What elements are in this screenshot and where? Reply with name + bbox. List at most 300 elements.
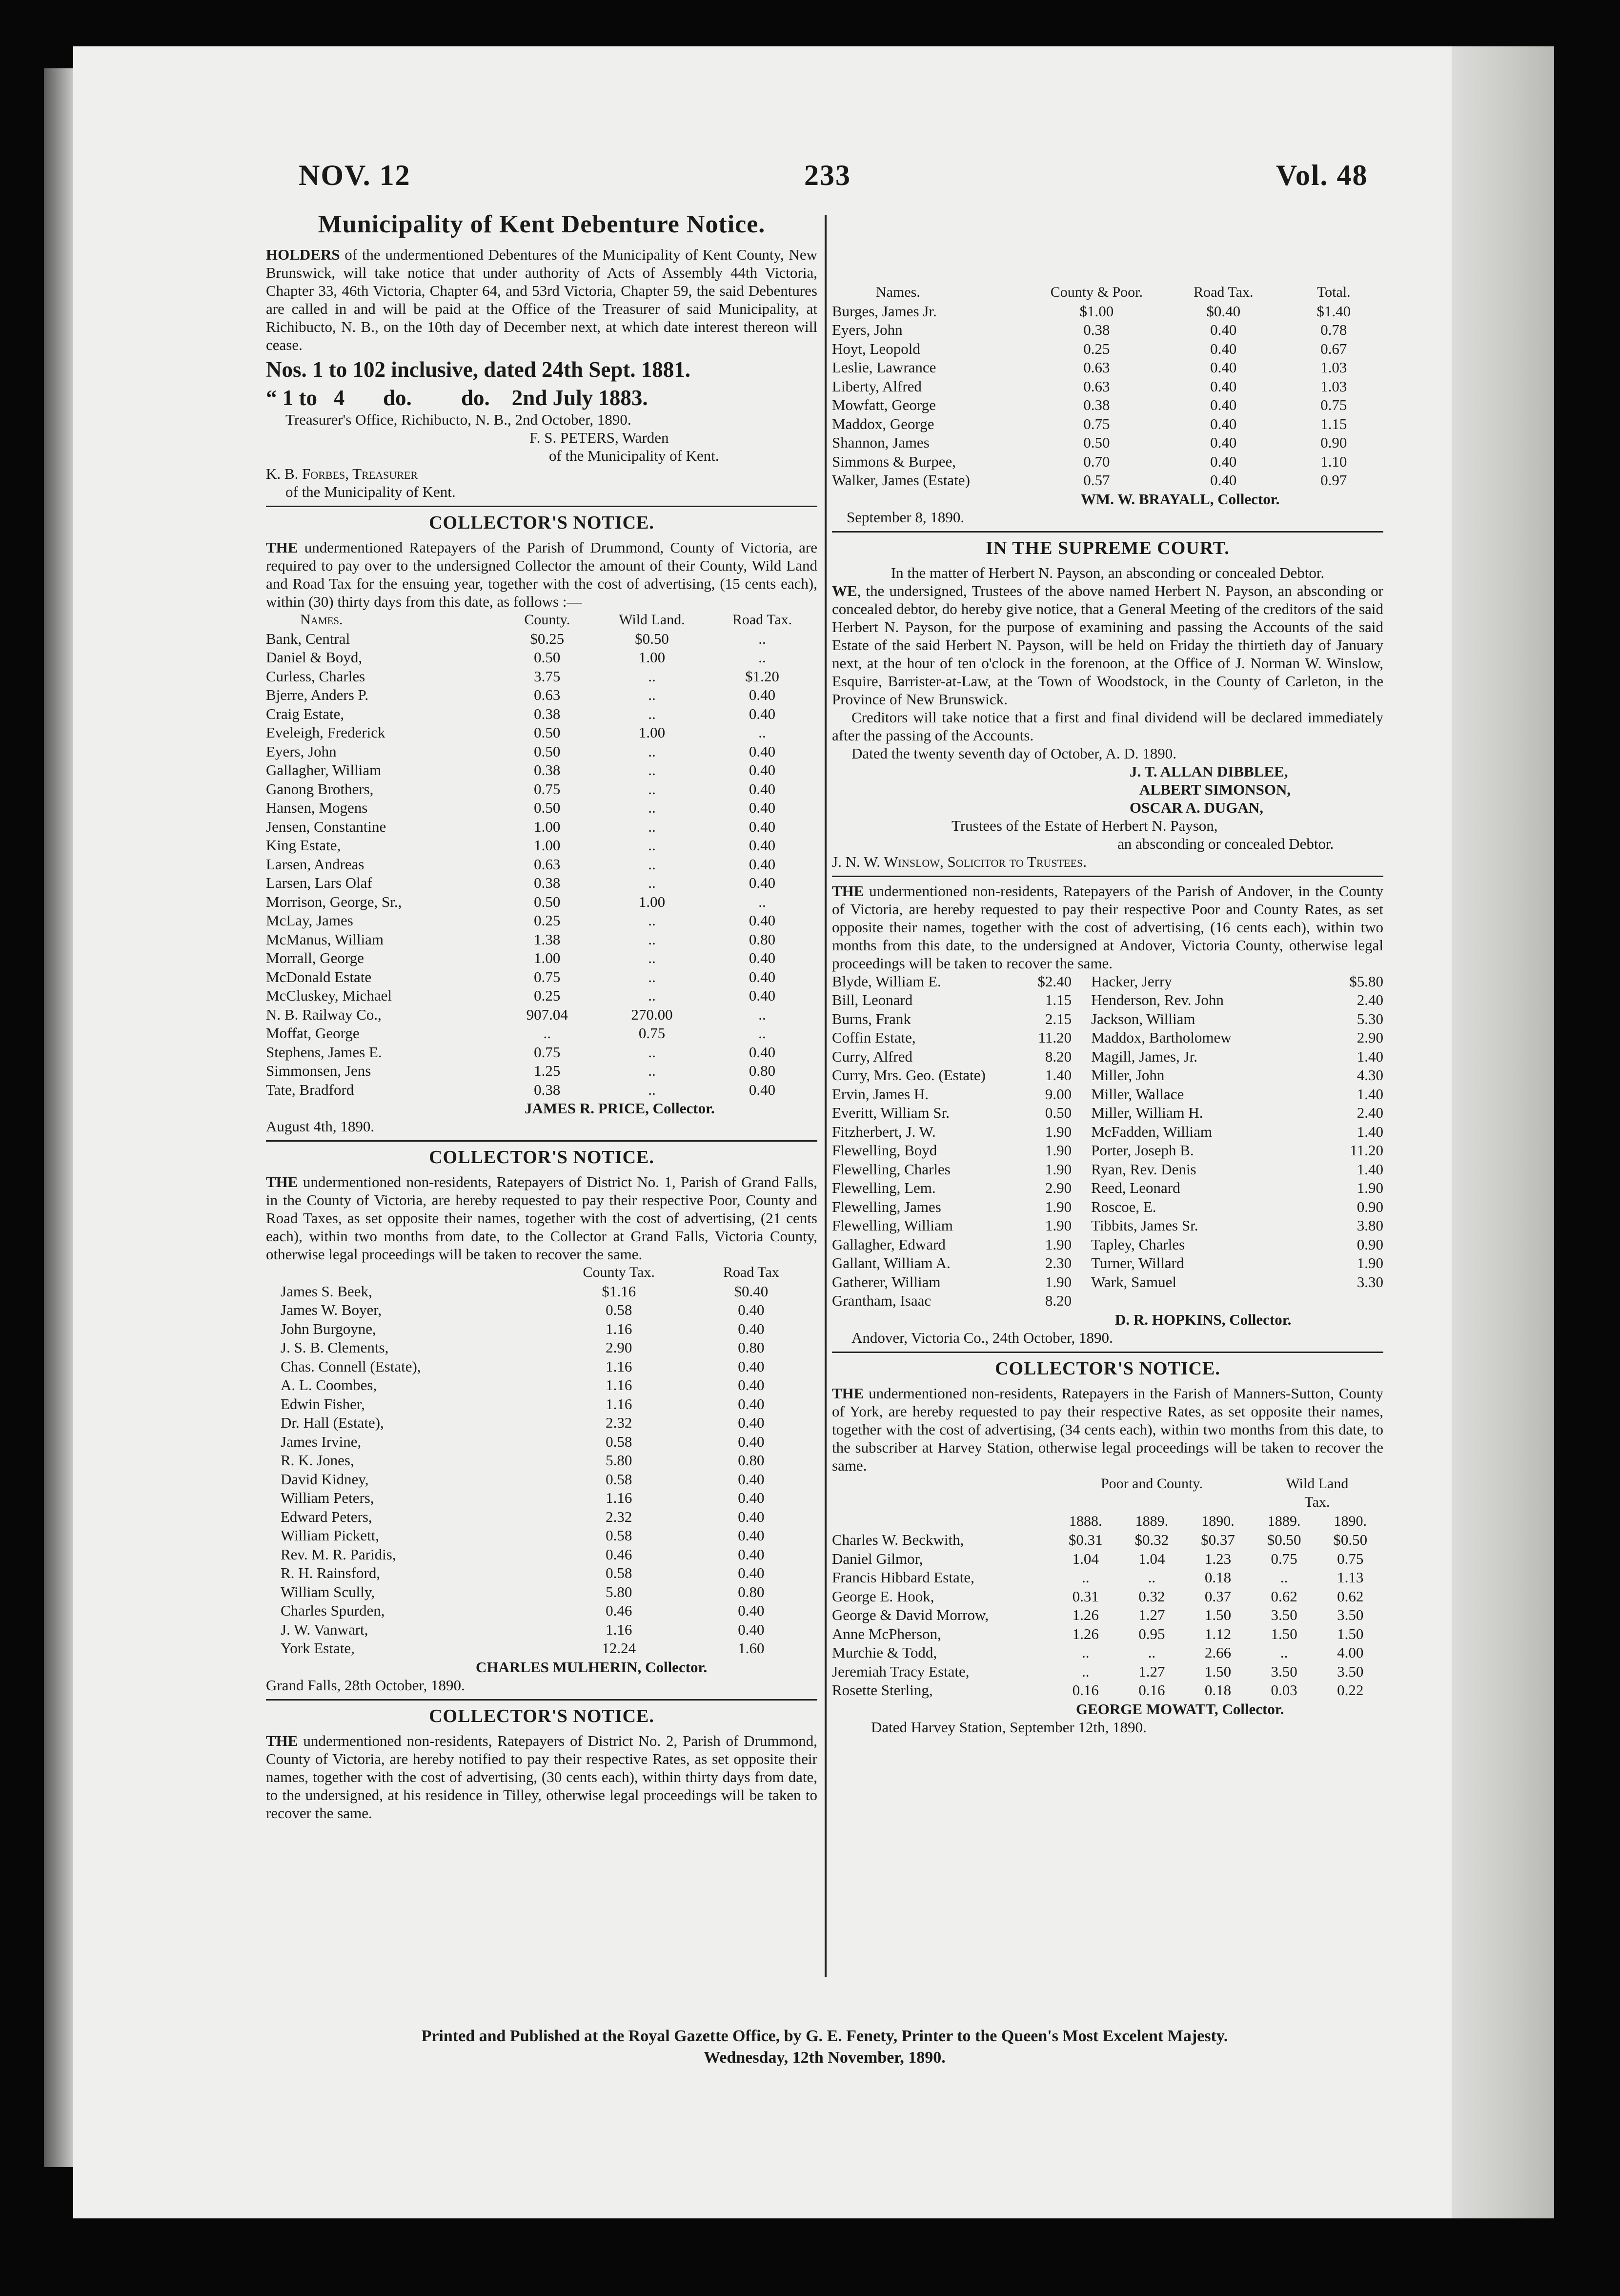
ratepayer-name: Turner, Willard xyxy=(1091,1254,1184,1271)
table-row xyxy=(832,972,1383,991)
tax-amount: .. xyxy=(648,855,656,873)
tax-amount: 1.00 xyxy=(534,949,561,966)
table-row xyxy=(266,1433,817,1452)
ratepayer-name: McDonald Estate xyxy=(266,968,372,985)
ratepayer-name: Daniel & Boyd, xyxy=(266,649,363,666)
ratepayer-name: Magill, James, Jr. xyxy=(1091,1047,1197,1065)
ratepayer-name: Chas. Connell (Estate), xyxy=(281,1357,421,1375)
tax-amount: 0.40 xyxy=(1210,452,1237,470)
tax-amount: 0.80 xyxy=(738,1583,765,1600)
ratepayers-table xyxy=(832,972,1383,1311)
table-row xyxy=(832,377,1383,396)
tax-amount: .. xyxy=(648,799,656,816)
tax-amount: 0.40 xyxy=(749,742,776,760)
table-row xyxy=(266,1282,817,1301)
tax-amount: 0.18 xyxy=(1204,1569,1232,1586)
tax-amount: 0.40 xyxy=(1210,396,1237,413)
ratepayer-name: Jackson, William xyxy=(1091,1010,1195,1027)
ratepayer-name: Simmonsen, Jens xyxy=(266,1062,371,1079)
tax-amount: $0.50 xyxy=(1333,1531,1368,1548)
tax-amount: 2.40 xyxy=(1357,991,1383,1008)
debenture-numbers-line: Nos. 1 to 102 inclusive, dated 24th Sept. 1881. xyxy=(266,357,691,382)
tax-amount: .. xyxy=(758,893,766,910)
tax-amount: 2.90 xyxy=(1045,1179,1072,1196)
tax-amount: 9.00 xyxy=(1045,1085,1072,1103)
table-row xyxy=(266,1545,817,1564)
tax-amount: .. xyxy=(1082,1662,1090,1680)
table-row xyxy=(266,1005,817,1025)
table-header-row xyxy=(832,283,1383,302)
ratepayer-name: Gatherer, William xyxy=(832,1273,941,1291)
tax-amount: .. xyxy=(1148,1569,1156,1586)
tax-amount xyxy=(1317,1292,1383,1311)
column-header: Road Tax xyxy=(723,1264,779,1280)
tax-amount: $0.40 xyxy=(734,1282,769,1300)
table-row xyxy=(266,968,817,987)
tax-amount: 1.50 xyxy=(1204,1662,1232,1680)
tax-amount: 1.10 xyxy=(1320,452,1347,470)
table-row xyxy=(832,1141,1383,1160)
tax-amount: .. xyxy=(648,874,656,891)
notice-body: THE undermentioned non-residents, Ratepayers in the Farish of Manners-Sutton, County of York, are hereby requested to pay their respective Rates, as set opposite their names, together with the cost of advertising, (34 cents each), within two months from this date, to the subscriber at Harvey Station, otherwise legal proceedings will be taken to recover the same. xyxy=(832,1384,1383,1474)
tax-amount: 0.40 xyxy=(749,968,776,985)
ratepayers-table xyxy=(832,1475,1383,1700)
ratepayer-name: Charles Spurden, xyxy=(281,1602,385,1619)
header-page-number: 233 xyxy=(804,159,851,191)
tax-amount: 0.75 xyxy=(1337,1550,1364,1567)
table-row xyxy=(266,1620,817,1640)
column-header: County Tax. xyxy=(583,1264,655,1280)
table-row xyxy=(832,1568,1383,1587)
ratepayers-table xyxy=(832,283,1383,490)
tax-amount: 1.04 xyxy=(1072,1550,1099,1567)
tax-amount: .. xyxy=(648,818,656,835)
notice-body: THE undermentioned non-residents, Ratepayers of the Parish of Andover, in the County of Victoria, are hereby requested to pay their respective Poor and County Rates, as set opposite their names, together with the cost of advertising, (16 cents each), within two months from this date, to the undersigned at Andover, Victoria County, otherwise legal proceedings will be taken to recover the same. xyxy=(832,882,1383,972)
supreme-court-notice xyxy=(832,537,1383,871)
tax-amount: 1.03 xyxy=(1320,377,1347,395)
solicitor-line: J. N. W. Winslow, Solicitor to Trustees. xyxy=(832,853,1087,870)
ratepayer-name: Moffat, George xyxy=(266,1025,360,1042)
notice-title: COLLECTOR'S NOTICE. xyxy=(429,512,654,533)
ratepayer-name: Anne McPherson, xyxy=(832,1625,941,1642)
ratepayer-name: Rev. M. R. Paridis, xyxy=(281,1545,396,1563)
tax-amount: .. xyxy=(648,667,656,685)
right-column xyxy=(832,210,1383,1736)
tax-amount: 0.58 xyxy=(606,1433,632,1450)
tax-amount: 1.16 xyxy=(606,1489,632,1506)
tax-amount: 0.75 xyxy=(1271,1550,1297,1567)
section-rule xyxy=(832,531,1383,533)
trustee-signature: J. T. ALLAN DIBBLEE, xyxy=(1130,762,1288,780)
ratepayer-name: N. B. Railway Co., xyxy=(266,1005,382,1023)
tax-amount: 0.40 xyxy=(1210,415,1237,432)
table-group-row xyxy=(832,1475,1383,1494)
tax-amount: 0.63 xyxy=(534,855,561,873)
tax-amount: 1.00 xyxy=(638,649,666,666)
ratepayer-name: Maddox, Bartholomew xyxy=(1091,1029,1232,1046)
ratepayer-name: Liberty, Alfred xyxy=(832,377,922,395)
tax-amount: 1.90 xyxy=(1045,1123,1072,1140)
table-row xyxy=(266,911,817,930)
tax-amount: 1.90 xyxy=(1045,1235,1072,1253)
ratepayer-name: Edwin Fisher, xyxy=(281,1395,365,1413)
table-row xyxy=(832,1292,1383,1311)
table-row xyxy=(266,893,817,912)
tax-amount: 0.40 xyxy=(749,912,776,929)
ratepayer-name: Eveleigh, Frederick xyxy=(266,724,385,741)
ratepayer-name: Stephens, James E. xyxy=(266,1043,382,1061)
table-row xyxy=(266,836,817,855)
tax-amount: .. xyxy=(648,761,656,779)
tax-amount: 0.16 xyxy=(1072,1681,1099,1699)
tax-amount: 1.40 xyxy=(1357,1047,1383,1065)
table-body xyxy=(266,1282,817,1658)
column-header: 1889. xyxy=(1267,1513,1301,1529)
tax-amount: 0.75 xyxy=(534,968,561,985)
ratepayer-name: Morrison, George, Sr., xyxy=(266,893,402,910)
table-row xyxy=(266,742,817,761)
table-row xyxy=(266,1024,817,1043)
tax-amount: 0.78 xyxy=(1320,321,1347,338)
tax-amount: 1.03 xyxy=(1320,359,1347,376)
tax-amount: .. xyxy=(758,724,766,741)
tax-amount: 0.58 xyxy=(606,1527,632,1544)
tax-amount: 1.40 xyxy=(1357,1085,1383,1103)
trustee-signature: ALBERT SIMONSON, xyxy=(1139,780,1291,798)
notice-date: Dated Harvey Station, September 12th, 1890. xyxy=(871,1718,1147,1736)
column-header: Wild Land. xyxy=(619,612,685,628)
tax-amount: 0.32 xyxy=(1138,1587,1165,1605)
table-row xyxy=(266,1601,817,1620)
tax-amount: 0.40 xyxy=(749,686,776,703)
tax-amount: 0.50 xyxy=(1083,434,1110,451)
tax-amount: 0.16 xyxy=(1138,1681,1165,1699)
ratepayer-name: George & David Morrow, xyxy=(832,1606,989,1623)
tax-amount: 0.40 xyxy=(738,1527,765,1544)
notice-date: Dated the twenty seventh day of October, A. D. 1890. xyxy=(851,744,1176,762)
ratepayer-name: Curry, Alfred xyxy=(832,1047,913,1065)
next-page-edge xyxy=(1452,46,1554,2218)
section-rule xyxy=(266,1140,817,1142)
tax-amount: 1.26 xyxy=(1072,1606,1099,1623)
table-row xyxy=(832,1216,1383,1235)
table-row xyxy=(266,1062,817,1081)
tax-amount: 1.38 xyxy=(534,930,561,948)
table-row xyxy=(832,471,1383,490)
ratepayer-name: Shannon, James xyxy=(832,434,930,451)
tax-amount: 0.40 xyxy=(738,1395,765,1413)
column-header xyxy=(266,1263,553,1282)
imprint-line: Printed and Published at the Royal Gazette Office, by G. E. Fenety, Printer to the Queen's Most Excelent Majesty. xyxy=(421,2027,1228,2045)
notice-date: September 8, 1890. xyxy=(847,508,965,526)
tax-amount: 1.50 xyxy=(1204,1606,1232,1623)
tax-amount: 0.80 xyxy=(749,1062,776,1079)
tax-amount: .. xyxy=(648,1062,656,1079)
table-row xyxy=(832,1104,1383,1123)
table-row xyxy=(266,705,817,724)
tax-amount: 1.16 xyxy=(606,1620,632,1638)
column-divider xyxy=(825,215,827,1977)
tax-amount: 0.90 xyxy=(1357,1235,1383,1253)
table-row xyxy=(266,1395,817,1414)
tax-amount: 270.00 xyxy=(631,1005,673,1023)
tax-amount: 3.75 xyxy=(534,667,561,685)
tax-amount: 0.40 xyxy=(749,1043,776,1061)
table-row xyxy=(832,1662,1383,1681)
ratepayer-name: Daniel Gilmor, xyxy=(832,1550,923,1567)
ratepayer-name: Roscoe, E. xyxy=(1091,1198,1156,1215)
ratepayer-name: Simmons & Burpee, xyxy=(832,452,956,470)
tax-amount: .. xyxy=(648,1043,656,1061)
table-row xyxy=(266,761,817,780)
ratepayer-name: Wark, Samuel xyxy=(1091,1273,1176,1291)
tax-amount: 0.50 xyxy=(534,649,561,666)
tax-amount: 0.25 xyxy=(534,912,561,929)
ratepayer-name: John Burgoyne, xyxy=(281,1320,376,1337)
ratepayer-name: Reed, Leonard xyxy=(1091,1179,1180,1196)
table-row xyxy=(832,340,1383,359)
tax-amount: 4.30 xyxy=(1357,1066,1383,1084)
tax-amount: 0.57 xyxy=(1083,472,1110,489)
tax-amount: 1.27 xyxy=(1138,1606,1165,1623)
ratepayers-table xyxy=(266,1263,817,1658)
table-row xyxy=(832,1198,1383,1217)
ratepayer-name: McCluskey, Michael xyxy=(266,987,392,1004)
tax-amount: 0.58 xyxy=(606,1470,632,1488)
tax-amount: 0.63 xyxy=(1083,377,1110,395)
tax-amount: 1.90 xyxy=(1357,1179,1383,1196)
tax-amount: 4.00 xyxy=(1337,1644,1364,1661)
table-row xyxy=(266,949,817,968)
tax-amount: 8.20 xyxy=(1045,1292,1072,1309)
tax-amount: 0.40 xyxy=(749,705,776,722)
tax-amount: 1.40 xyxy=(1357,1123,1383,1140)
tax-amount: 12.24 xyxy=(602,1640,636,1657)
tax-amount: 0.70 xyxy=(1083,452,1110,470)
table-row xyxy=(266,799,817,818)
tax-amount: 0.40 xyxy=(738,1620,765,1638)
section-rule xyxy=(266,1699,817,1701)
tax-amount: 1.13 xyxy=(1337,1569,1364,1586)
tax-amount: 0.40 xyxy=(1210,377,1237,395)
tax-amount: 1.40 xyxy=(1045,1066,1072,1084)
tax-amount: 0.40 xyxy=(749,761,776,779)
ratepayer-name: Miller, William H. xyxy=(1091,1104,1203,1121)
ratepayer-name: Bill, Leonard xyxy=(832,991,913,1008)
tax-amount: 1.90 xyxy=(1045,1273,1072,1291)
table-row xyxy=(832,1587,1383,1606)
kent-debenture-notice xyxy=(266,210,817,501)
tax-amount: 1.16 xyxy=(606,1357,632,1375)
column-header: Names. xyxy=(876,284,920,300)
tax-amount: 0.50 xyxy=(534,799,561,816)
tax-amount: 1.60 xyxy=(738,1640,765,1657)
notice-body: WE, the undersigned, Trustees of the above named Herbert N. Payson, an absconding or concealed debtor, do hereby give notice, that a General Meeting of the creditors of the said Herbert N. Payson, for the purpose of examining and passing the Accounts of the said Estate of the said Herbert N. Payson, will be held on Friday the thirtieth day of January next, at the hour of ten o'clock in the forenoon, at the Office of J. Norman W. Winslow, Esquire, Barrister-at-Law, at the Town of Woodstock, in the County of Carleton, in the Province of New Brunswick. xyxy=(832,582,1383,708)
tax-amount: $1.00 xyxy=(1079,302,1114,320)
table-row xyxy=(832,1123,1383,1142)
ratepayer-name: Dr. Hall (Estate), xyxy=(281,1414,384,1431)
trustee-signature: OSCAR A. DUGAN, xyxy=(1130,799,1263,816)
tax-amount: 1.16 xyxy=(606,1376,632,1394)
tax-amount: 0.37 xyxy=(1204,1587,1232,1605)
tax-amount: .. xyxy=(758,649,766,666)
ratepayer-name: Porter, Joseph B. xyxy=(1091,1142,1194,1159)
tax-amount: 0.03 xyxy=(1271,1681,1297,1699)
tax-amount: 5.80 xyxy=(606,1452,632,1469)
tax-amount: 2.40 xyxy=(1357,1104,1383,1121)
table-row xyxy=(266,1564,817,1583)
notice-title: COLLECTOR'S NOTICE. xyxy=(995,1358,1220,1379)
table-row xyxy=(266,648,817,667)
tax-amount: $0.50 xyxy=(635,630,669,647)
tax-amount: 2.66 xyxy=(1204,1644,1232,1661)
notice-date: August 4th, 1890. xyxy=(266,1118,375,1135)
table-row xyxy=(266,874,817,893)
tax-amount: 0.40 xyxy=(749,1081,776,1098)
ratepayer-name: Miller, John xyxy=(1091,1066,1165,1084)
tax-amount: $0.31 xyxy=(1068,1531,1103,1548)
ratepayer-name: Hacker, Jerry xyxy=(1091,972,1172,990)
table-row xyxy=(832,1273,1383,1292)
ratepayer-name: Tate, Bradford xyxy=(266,1081,354,1098)
table-row xyxy=(832,1531,1383,1550)
ratepayer-name: Jensen, Constantine xyxy=(266,818,386,835)
signature-treasurer-title: of the Municipality of Kent. xyxy=(285,483,456,500)
tax-amount: .. xyxy=(648,742,656,760)
ratepayer-name: Hoyt, Leopold xyxy=(832,340,920,357)
tax-amount: 1.12 xyxy=(1204,1625,1232,1642)
table-row xyxy=(266,1357,817,1376)
tax-amount: .. xyxy=(648,686,656,703)
ratepayer-name: McManus, William xyxy=(266,930,384,948)
table-row xyxy=(266,686,817,705)
tax-amount: 0.40 xyxy=(1210,321,1237,338)
tax-amount: 0.40 xyxy=(749,780,776,798)
ratepayer-name: Gallant, William A. xyxy=(832,1254,951,1271)
tax-amount: 3.50 xyxy=(1337,1662,1364,1680)
column-header: 1889. xyxy=(1135,1513,1169,1529)
table-row xyxy=(832,433,1383,452)
table-row xyxy=(266,1301,817,1320)
tax-amount: 0.75 xyxy=(638,1025,666,1042)
ratepayer-name: Flewelling, James xyxy=(832,1198,941,1215)
tax-amount: $1.16 xyxy=(602,1282,636,1300)
collector-signature: WM. W. BRAYALL, Collector. xyxy=(1081,490,1280,508)
tax-amount: 0.25 xyxy=(1083,340,1110,357)
tax-amount: $2.40 xyxy=(1037,972,1072,990)
tax-amount: 1.00 xyxy=(638,724,666,741)
ratepayer-name: R. K. Jones, xyxy=(281,1452,354,1469)
ratepayer-name: Blyde, William E. xyxy=(832,972,941,990)
tax-amount: 1.27 xyxy=(1138,1662,1165,1680)
ratepayer-name: R. H. Rainsford, xyxy=(281,1564,381,1581)
tax-amount: 0.38 xyxy=(534,705,561,722)
tax-amount: 0.38 xyxy=(1083,396,1110,413)
tax-amount: .. xyxy=(543,1025,551,1042)
tax-amount: 0.40 xyxy=(738,1489,765,1506)
ratepayer-name: Flewelling, Charles xyxy=(832,1160,951,1178)
tax-amount: .. xyxy=(758,1025,766,1042)
ratepayer-name: Everitt, William Sr. xyxy=(832,1104,950,1121)
notice-title: COLLECTOR'S NOTICE. xyxy=(429,1705,654,1726)
tax-amount: .. xyxy=(648,968,656,985)
tax-amount: 3.30 xyxy=(1357,1273,1383,1291)
column-header: Names. xyxy=(300,612,343,628)
tax-amount: .. xyxy=(758,1005,766,1023)
table-row xyxy=(832,358,1383,377)
column-header: 1888. xyxy=(1069,1513,1102,1529)
tax-amount: 0.38 xyxy=(534,874,561,891)
tax-amount: 0.40 xyxy=(1210,472,1237,489)
tax-amount: 3.50 xyxy=(1271,1606,1297,1623)
ratepayer-name: J. W. Vanwart, xyxy=(281,1620,368,1638)
imprint-date: Wednesday, 12th November, 1890. xyxy=(704,2049,946,2067)
table-row xyxy=(832,1254,1383,1273)
collector-signature: JAMES R. PRICE, Collector. xyxy=(525,1100,715,1117)
tax-amount: 5.80 xyxy=(606,1583,632,1600)
ratepayer-name: James W. Boyer, xyxy=(281,1301,382,1318)
table-row xyxy=(266,1583,817,1602)
ratepayer-name: William Pickett, xyxy=(281,1527,379,1544)
ratepayer-name: Curry, Mrs. Geo. (Estate) xyxy=(832,1066,986,1084)
ratepayer-name: James Irvine, xyxy=(281,1433,362,1450)
tax-amount: 1.15 xyxy=(1045,991,1072,1008)
ratepayer-name: Grantham, Isaac xyxy=(832,1292,932,1309)
tax-amount: 1.40 xyxy=(1357,1160,1383,1178)
tax-amount: .. xyxy=(1082,1569,1090,1586)
tax-amount: 0.63 xyxy=(534,686,561,703)
table-row xyxy=(832,1028,1383,1047)
tax-amount: 0.80 xyxy=(738,1339,765,1356)
tax-amount: 1.90 xyxy=(1045,1198,1072,1215)
tax-amount: 0.75 xyxy=(1320,396,1347,413)
table-row xyxy=(266,1376,817,1395)
collector-signature: GEORGE MOWATT, Collector. xyxy=(1076,1700,1284,1718)
tax-amount: 1.16 xyxy=(606,1395,632,1413)
ratepayer-name: Miller, Wallace xyxy=(1091,1085,1184,1103)
table-row xyxy=(266,818,817,837)
notice-date: Grand Falls, 28th October, 1890. xyxy=(266,1676,465,1694)
ratepayer-name: Hansen, Mogens xyxy=(266,799,368,816)
table-row xyxy=(832,991,1383,1010)
tax-amount: .. xyxy=(648,987,656,1004)
district2-collector-notice-continued xyxy=(832,283,1383,526)
table-row xyxy=(266,855,817,874)
office-dateline: Treasurer's Office, Richibucto, N. B., 2nd October, 1890. xyxy=(285,411,631,428)
district2-collector-notice-start xyxy=(266,1705,817,1822)
column-header: 1890. xyxy=(1201,1513,1235,1529)
table-row xyxy=(832,1179,1383,1198)
table-row xyxy=(266,930,817,949)
tax-amount: 0.40 xyxy=(1210,340,1237,357)
signature-warden-title: of the Municipality of Kent. xyxy=(549,447,719,464)
ratepayer-name: Morrall, George xyxy=(266,949,364,966)
signature-warden: F. S. PETERS, Warden xyxy=(529,429,669,446)
tax-amount: 0.75 xyxy=(534,780,561,798)
tax-amount: 0.40 xyxy=(749,818,776,835)
table-row xyxy=(832,396,1383,415)
notice-title: IN THE SUPREME COURT. xyxy=(986,537,1230,558)
tax-amount: 2.30 xyxy=(1045,1254,1072,1271)
column-group-header: Wild Land xyxy=(1286,1475,1349,1492)
table-row xyxy=(266,667,817,686)
tax-amount: 1.15 xyxy=(1320,415,1347,432)
printer-imprint xyxy=(266,2026,1383,2069)
notice-date: Andover, Victoria Co., 24th October, 1890. xyxy=(851,1329,1113,1346)
column-header: Total. xyxy=(1316,284,1351,300)
table-row xyxy=(832,1066,1383,1085)
table-row xyxy=(832,1550,1383,1569)
